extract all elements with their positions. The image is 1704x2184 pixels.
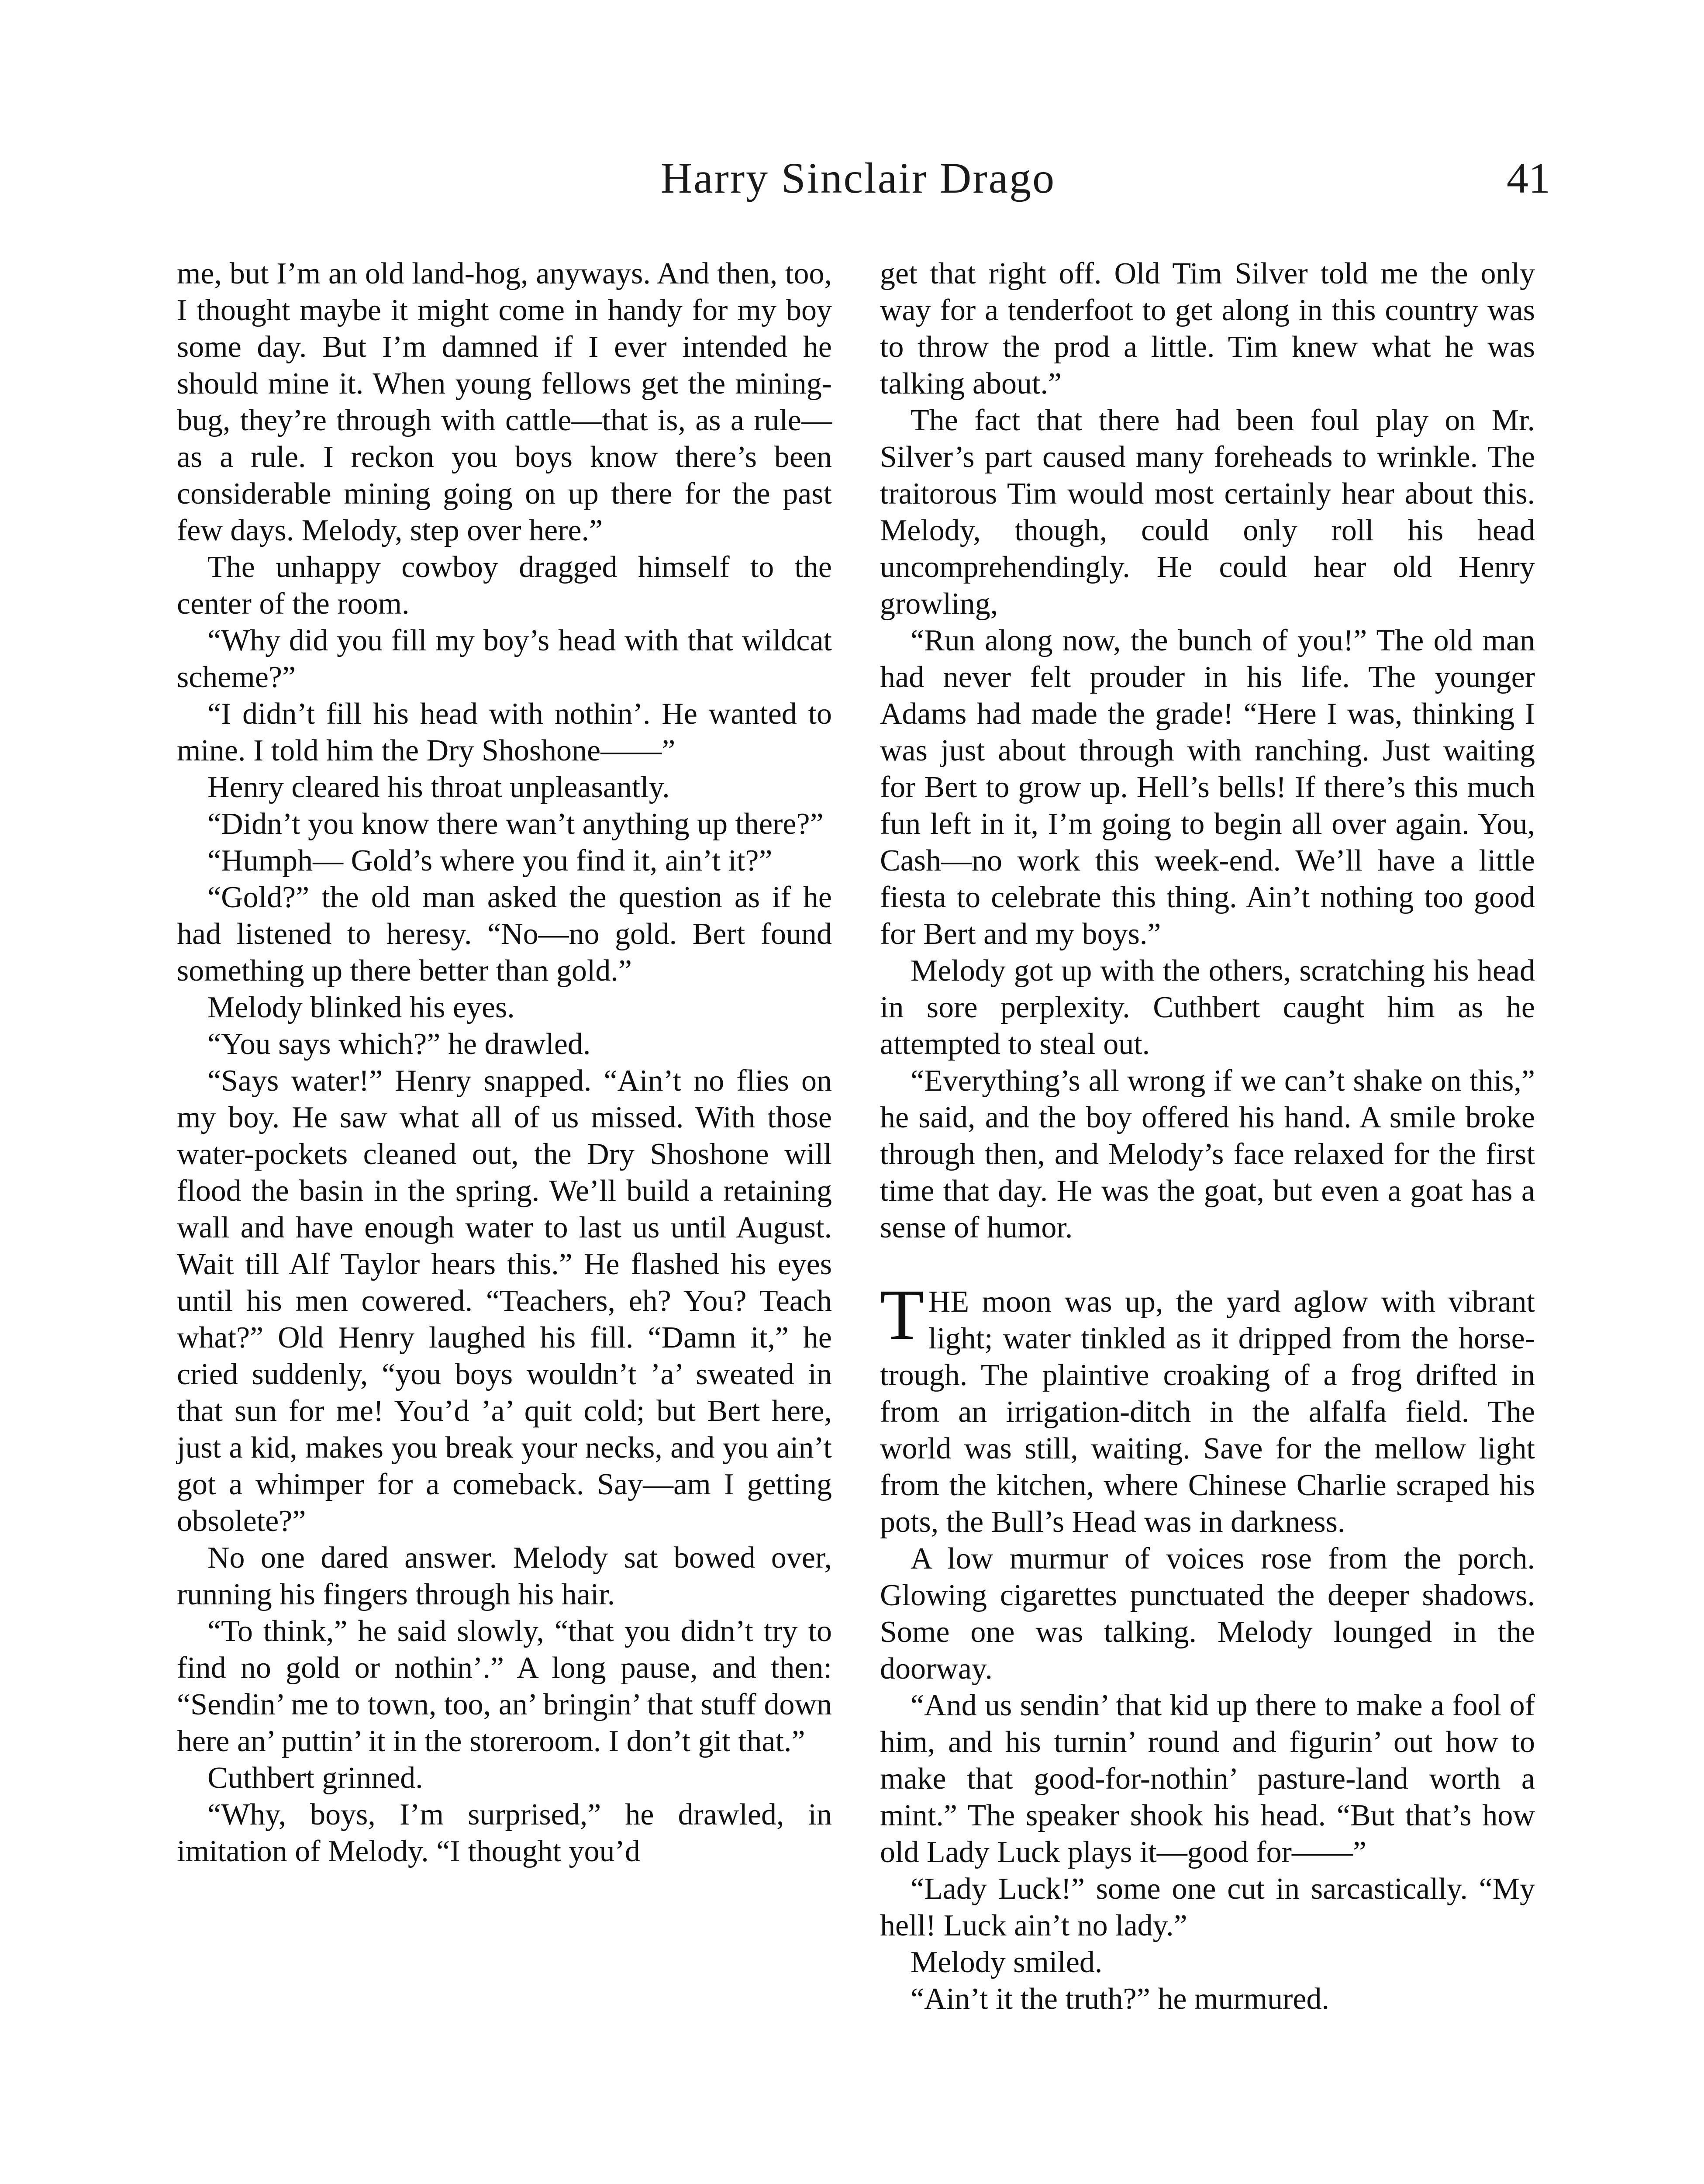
paragraph: Henry cleared his throat unpleasantly.: [207, 771, 670, 804]
small-caps-lead: HE: [928, 1285, 969, 1319]
drop-cap: T: [880, 1275, 924, 1355]
author-header: Harry Sinclair Drago: [660, 154, 1056, 202]
paragraph: Cuthbert grinned.: [207, 1761, 423, 1795]
paragraph: “Why, boys, I’m surprised,” he drawled, in imitation of Melody. “I thought you’d: [177, 1798, 832, 1868]
section-opening-paragraph: [880, 1275, 1535, 1541]
paragraph: “Says water!” Henry snapped. “Ain’t no flies on my boy. He saw what all of us missed. With those water-pockets cleaned out, the Dry Shoshone will flood the basin in the spring. We’ll build a retaining wall and have enough water to last us until August. Wait till Alf Taylor hears this.” He flashed his eyes until his men cowered. “Teachers, eh? You? Teach what?” Old Henry laughed his fill. “Damn it,” he cried suddenly, “you boys wouldn’t ’a’ sweated in that sun for me! You’d ’a’ quit cold; but Bert here, just a kid, makes you break your necks, and you ain’t got a whimper for a comeback. Say—am I getting obsolete?”: [177, 1064, 832, 1538]
paragraph: The fact that there had been foul play on Mr. Silver’s part caused many foreheads to wrinkle. The traitorous Tim would most certainly hear about this. Melody, though, could only roll his head uncomprehendingly. He could hear old Henry growling,: [880, 404, 1535, 621]
paragraph: get that right off. Old Tim Silver told me the only way for a tenderfoot to get along in this country was to throw the prod a little. Tim knew what he was talking about.”: [880, 257, 1535, 401]
paragraph: “And us sendin’ that kid up there to make a fool of him, and his turnin’ round and figurin’ out how to make that good-for-nothin’ pasture-land worth a mint.” The speaker shook his head. “But that’s how old Lady Luck plays it—good for——”: [880, 1689, 1535, 1869]
paragraph: me, but I’m an old land-hog, anyways. And then, too, I thought maybe it might come in handy for my boy some day. But I’m damned if I ever intended he should mine it. When young fellows get the mining-bug, they’re through with cattle—that is, as a rule—as a rule. I reckon you boys know there’s been considerable mining going on up there for the past few days. Melody, step over here.”: [177, 257, 832, 547]
paragraph: The unhappy cowboy dragged himself to the center of the room.: [177, 550, 832, 621]
paragraph: “Ain’t it the truth?” he murmured.: [911, 1982, 1329, 2016]
paragraph: “Didn’t you know there wan’t anything up there?”: [207, 807, 824, 841]
paragraph: Melody blinked his eyes.: [207, 991, 515, 1024]
paragraph: “I didn’t fill his head with nothin’. He wanted to mine. I told him the Dry Shoshone——”: [177, 697, 832, 767]
page-number: 41: [1507, 154, 1550, 202]
paragraph: Melody smiled.: [911, 1946, 1103, 1979]
paragraph: “Everything’s all wrong if we can’t shake on this,” he said, and the boy offered his hand. A smile broke through then, and Melody’s face relaxed for the first time that day. He was the goat, but even a goat has a sense of humor.: [880, 1064, 1535, 1244]
paragraph: “Run along now, the bunch of you!” The old man had never felt prouder in his life. The younger Adams had made the grade! “Here I was, thinking I was just about through with ranching. Just waiting for Bert to grow up. Hell’s bells! If there’s this much fun left in it, I’m going to begin all over again. You, Cash—no work this week-end. We’ll have a little fiesta to celebrate this thing. Ain’t nothing too good for Bert and my boys.”: [880, 624, 1535, 951]
paragraph: “Lady Luck!” some one cut in sarcastically. “My hell! Luck ain’t no lady.”: [880, 1872, 1535, 1942]
paragraph: “Humph— Gold’s where you find it, ain’t it?”: [207, 844, 773, 878]
paragraph-text: moon was up, the yard aglow with vibrant light; water tinkled as it dripped from the horse-trough. The plaintive croaking of a frog drifted in from an irrigation-ditch in the alfalfa field. The world was still, waiting. Save for the mellow light from the kitchen, where Chinese Charlie scraped his pots, the Bull’s Head was in darkness.: [880, 1285, 1535, 1539]
paragraph: “You says which?” he drawled.: [207, 1027, 591, 1061]
paragraph: “To think,” he said slowly, “that you didn’t try to find no gold or nothin’.” A long pause, and then: “Sendin’ me to town, too, an’ bringin’ that stuff down here an’ puttin’ it in the storeroom. I don’t git that.”: [177, 1614, 832, 1758]
paragraph: Melody got up with the others, scratching his head in sore perplexity. Cuthbert caught him as he attempted to steal out.: [880, 954, 1535, 1061]
paragraph: No one dared answer. Melody sat bowed over, running his fingers through his hair.: [177, 1541, 832, 1611]
right-column: [880, 256, 1535, 2018]
running-header: [175, 153, 1550, 218]
left-column: [177, 256, 832, 1870]
paragraph: A low murmur of voices rose from the porch. Glowing cigarettes punctuated the deeper shadows. Some one was talking. Melody lounged in the doorway.: [880, 1542, 1535, 1686]
paragraph: “Gold?” the old man asked the question as if he had listened to heresy. “No—no gold. Bert found something up there better than gold.”: [177, 881, 832, 988]
paragraph: “Why did you fill my boy’s head with that wildcat scheme?”: [177, 624, 832, 694]
